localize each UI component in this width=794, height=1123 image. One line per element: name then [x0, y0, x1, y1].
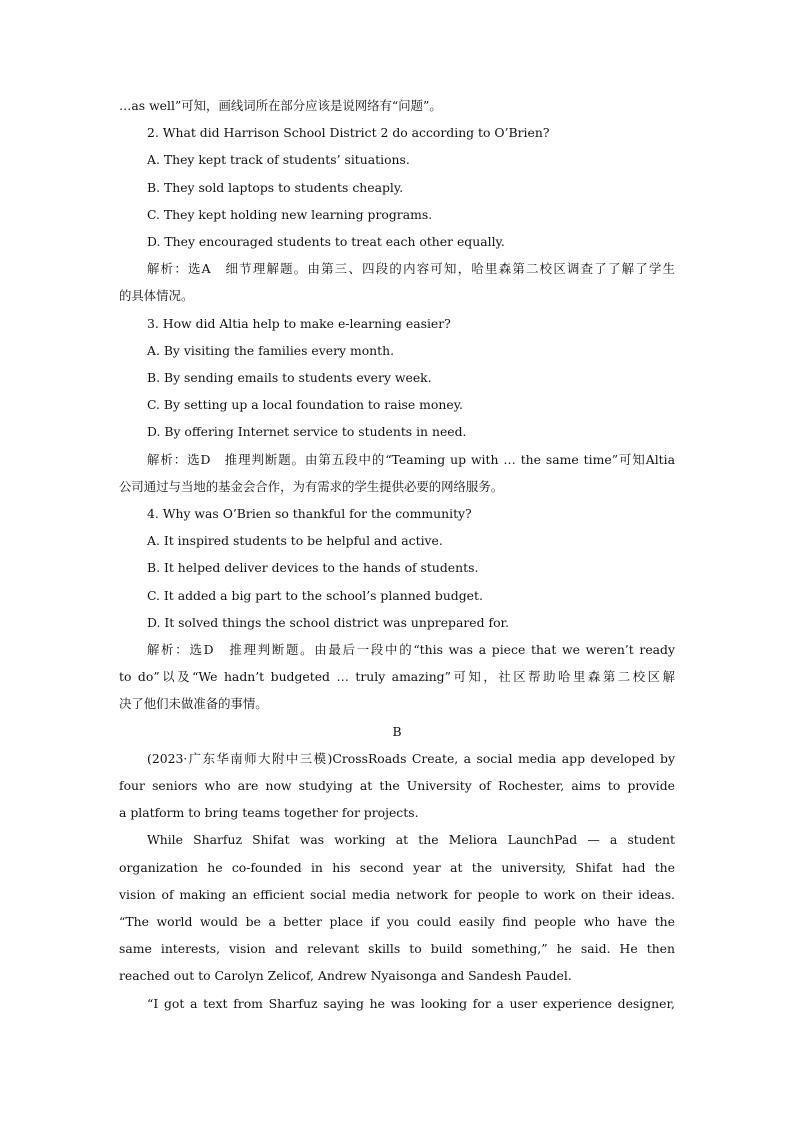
option-4b: B. It helped deliver devices to the hands of students.: [147, 560, 479, 576]
section-heading-b: B: [392, 723, 402, 739]
passage-p1-line-3: a platform to bring teams together for projects.: [119, 805, 419, 821]
analysis-4-line-2: to do”以及“We hadn’t budgeted … truly amazing”可知，社区帮助哈里森第二校区解: [119, 669, 675, 685]
passage-p2-line-3: vision of making an efficient social media network for people to work on their ideas.: [119, 886, 675, 902]
option-2d: D. They encouraged students to treat each other equally.: [147, 234, 505, 250]
passage-p3-line-1: “I got a text from Sharfuz saying he was looking for a user experience designer,: [147, 995, 675, 1011]
analysis-4-line-3: 决了他们未做准备的事情。: [119, 696, 268, 712]
analysis-3-line-1: 解析：选D 推理判断题。由第五段中的“Teaming up with … the same time”可知Altia: [147, 451, 675, 467]
option-2b: B. They sold laptops to students cheaply.: [147, 179, 404, 195]
option-3b: B. By sending emails to students every week.: [147, 370, 432, 386]
option-3a: A. By visiting the families every month.: [147, 342, 395, 358]
analysis-2-line-2: 的具体情况。: [119, 288, 194, 304]
analysis-3-line-2: 公司通过与当地的基金会合作，为有需求的学生提供必要的网络服务。: [119, 478, 504, 494]
question-2: 2. What did Harrison School District 2 do according to O’Brien?: [147, 125, 550, 141]
passage-p2-line-1: While Sharfuz Shifat was working at the Meliora LaunchPad — a student: [147, 832, 675, 848]
option-4d: D. It solved things the school district was unprepared for.: [147, 614, 510, 630]
text-line-1: …as well”可知，画线词所在部分应该是说网络有“问题”。: [119, 98, 442, 113]
option-3c: C. By setting up a local foundation to raise money.: [147, 397, 463, 413]
analysis-2-line-1: 解析：选A 细节理解题。由第三、四段的内容可知，哈里森第二校区调查了了解了学生: [147, 261, 675, 277]
question-4: 4. Why was O’Brien so thankful for the community?: [147, 506, 472, 522]
option-4c: C. It added a big part to the school’s planned budget.: [147, 587, 483, 603]
analysis-4-line-1: 解析：选D 推理判断题。由最后一段中的“this was a piece that we weren’t ready: [147, 642, 675, 658]
option-3d: D. By offering Internet service to students in need.: [147, 424, 467, 440]
option-2a: A. They kept track of students’ situations.: [147, 152, 410, 168]
option-4a: A. It inspired students to be helpful and active.: [147, 533, 443, 549]
question-3: 3. How did Altia help to make e-learning easier?: [147, 315, 451, 331]
passage-p2-line-4: “The world would be a better place if you could easily find people who have the: [119, 913, 675, 929]
passage-p2-line-5: same interests, vision and relevant skills to build something,” he said. He then: [119, 941, 675, 957]
passage-p1-line-1: (2023·广东华南师大附中三模)CrossRoads Create, a social media app developed by: [147, 750, 675, 766]
document-page: [119, 92, 675, 1017]
option-2c: C. They kept holding new learning programs.: [147, 206, 433, 222]
passage-p2-line-6: reached out to Carolyn Zelicof, Andrew Nyaisonga and Sandesh Paudel.: [119, 968, 572, 984]
passage-p1-line-2: four seniors who are now studying at the University of Rochester, aims to provide: [119, 778, 675, 793]
passage-p2-line-2: organization he co-founded in his second year at the university, Shifat had the: [119, 859, 675, 875]
